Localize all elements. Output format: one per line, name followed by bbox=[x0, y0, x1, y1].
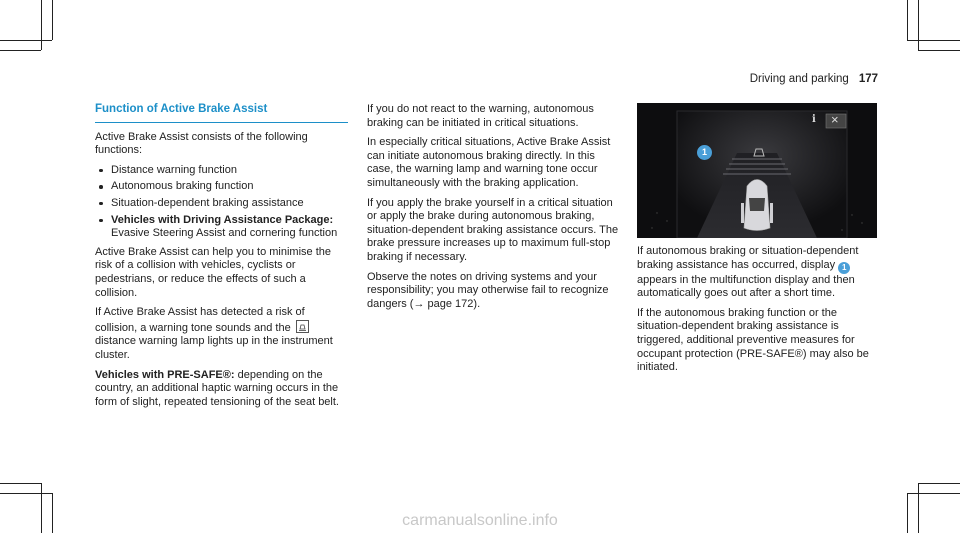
list-item: Distance warning function bbox=[95, 164, 348, 178]
presafe-body: depending on the country, an additional haptic warning occurs in the form of slight, repeated tensioning of the seat belt. bbox=[95, 368, 339, 408]
right-column bbox=[637, 245, 882, 381]
intro-text: Active Brake Assist consists of the following functions: bbox=[95, 130, 308, 157]
paragraph: Observe the notes on driving systems and your responsibility; you may otherwise fail to recognize dangers (→ page 172). bbox=[367, 270, 609, 310]
crop-mark-top-left-h bbox=[0, 40, 52, 41]
paragraph: If the autonomous braking function or the situation-dependent braking assistance is triggered, additional preventive measures for occupant protection (PRE-SAFE®) may also be initiated. bbox=[637, 306, 869, 374]
crop-mark-top-left-h2 bbox=[0, 50, 41, 51]
package-label: Vehicles with Driving Assistance Package: bbox=[111, 213, 334, 226]
page-number: 177 bbox=[858, 73, 878, 85]
watermark: carmanualsonline.info bbox=[402, 512, 558, 529]
multifunction-display-image bbox=[637, 103, 877, 238]
list-item bbox=[95, 214, 348, 241]
crop-mark-top-right-v bbox=[907, 0, 908, 40]
paragraph: If you do not react to the warning, autonomous braking can be initiated in critical situations. bbox=[367, 103, 594, 129]
distance-warning-lamp-icon bbox=[296, 320, 309, 333]
crop-mark-top-right-h2 bbox=[918, 50, 960, 51]
left-column bbox=[95, 103, 348, 415]
detect-text-b: distance warning lamp lights up in the instrument cluster. bbox=[95, 335, 333, 361]
info-icon: i bbox=[812, 114, 816, 125]
crop-mark-bottom-left-h bbox=[0, 483, 41, 484]
display-callout-1: 1 bbox=[697, 145, 712, 160]
callout-1-icon: 1 bbox=[838, 262, 850, 274]
display-text-b: appears in the multifunction display and then automatically goes out after a short time. bbox=[637, 273, 855, 300]
paragraph: If you apply the brake yourself in a critical situation or apply the brake during autonomous braking, situation-dependent braking assistance occurs. The brake pressure increases up to maximum full-stop braking if necessary. bbox=[367, 196, 619, 263]
crop-mark-bottom-right-h2 bbox=[907, 493, 960, 494]
list-item: Autonomous braking function bbox=[95, 180, 348, 194]
crop-mark-top-left-v bbox=[41, 0, 42, 50]
middle-column bbox=[367, 103, 621, 317]
presafe-label: Vehicles with PRE-SAFE®: bbox=[95, 368, 235, 381]
section-title: Function of Active Brake Assist bbox=[95, 103, 348, 123]
detect-text bbox=[95, 306, 348, 362]
crop-mark-top-right-h bbox=[907, 40, 960, 41]
page-header bbox=[750, 73, 878, 85]
crop-mark-bottom-right-h bbox=[918, 483, 960, 484]
package-text: Evasive Steering Assist and cornering function bbox=[111, 227, 338, 240]
section-name: Driving and parking bbox=[749, 73, 849, 85]
help-text: Active Brake Assist can help you to minimise the risk of a collision with vehicles, cyclists or pedestrians, or reduce the effects of such a collision. bbox=[95, 245, 331, 299]
detect-text-a: If Active Brake Assist has detected a risk of collision, a warning tone sounds and the bbox=[95, 306, 305, 334]
presafe-text bbox=[95, 369, 348, 410]
display-text-a: If autonomous braking or situation-dependent braking assistance has occurred, display bbox=[637, 245, 859, 271]
function-list bbox=[95, 164, 348, 241]
crop-mark-top-left-v2 bbox=[52, 0, 53, 40]
display-text bbox=[637, 245, 882, 301]
list-item: Situation-dependent braking assistance bbox=[95, 197, 348, 211]
close-icon: × bbox=[831, 112, 839, 127]
paragraph: In especially critical situations, Active Brake Assist can initiate autonomous braking directly. In this case, the warning lamp and warning tone occur simultaneously with the braking application. bbox=[367, 136, 611, 189]
crop-mark-top-right-v2 bbox=[918, 0, 919, 50]
crop-mark-bottom-left-h2 bbox=[0, 493, 52, 494]
